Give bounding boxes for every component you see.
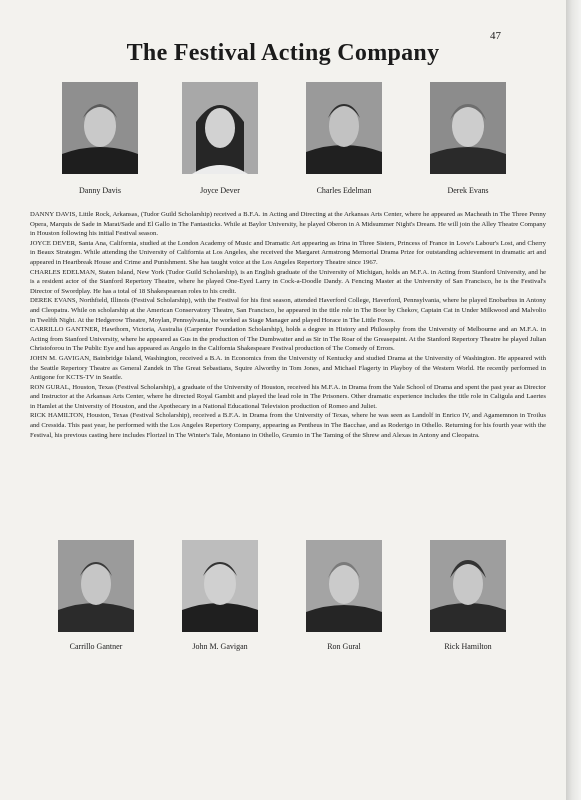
bio-text: Houston, Texas (Festival Scholarship), received a B.F.A. in Drama from the University of Texas, where he was seen as Landolf in Enrico IV, and Agamemnon in Troilus and Cressida. This past year, he performed with the Los Angeles Repertory Company, appearing as Pentheus in The Bacchae, and as Roderigo in Othello. Returning for his fourth year with the Festival, his previous casting here includes Florizel in The Winter's Tale, Montano in Othello, Grumio in The Taming of the Shrew and Alexas in Antony and Cleopatra. — [30, 412, 547, 439]
bio-text: Little Rock, Arkansas, (Tudor Guild Scholarship) received a B.F.A. in Acting and Directing at the Arkansas Arts Center, where he appeared as Macheath in The Three Penny Opera, Marquis de Sade in Marat/Sade and El Gallo in The Fantasticks. While at Baylor University, he played Oberon in A Midsummer Night's Dream. He will join the Alley Theatre Company in Houston following his initial Festival season. — [30, 211, 547, 238]
bio-text: Northfield, Illinois (Festival Scholarship), with the Festival for his first season, attended Haverford College, Haverford, Pennsylvania, where he played Enobarbus in Antony and Cleopatra. While on scholarship at the American Conservatory Theatre, San Francisco, he appeared in the title role in The Boor by Chekov, Captain Cat in Under Milkwood and Malvolio in Twelfth Night. At the Hedgerow Theatre, Moylan, Pennsylvania, he worked as Stage Manager and played Horace in The Little Foxes. — [30, 297, 546, 324]
bio-name: CARRILLO GANTNER, — [30, 326, 100, 334]
portrait-caption: Derek Evans — [447, 186, 489, 195]
portrait-photo — [306, 540, 382, 632]
portrait-caption: Charles Edelman — [316, 186, 372, 195]
page-number: 47 — [490, 30, 501, 42]
bio-entry — [30, 411, 546, 440]
portrait-caption: Ron Gural — [327, 642, 361, 651]
portrait-caption: Danny Davis — [79, 186, 121, 195]
portrait-caption: Carrillo Gantner — [69, 642, 123, 651]
bio-entry — [30, 354, 546, 383]
bio-entry — [30, 268, 546, 297]
portrait-photo — [182, 540, 258, 632]
bio-name: CHARLES EDELMAN, — [30, 268, 97, 276]
bio-text: Hawthorn, Victoria, Australia (Carpenter Foundation Scholarship), holds a degree in History and Philosophy from the University of Melbourne and an M.F.A. in Acting from Stanford University, where he appeared as Gus in the production of The Dumbwaiter and as Sir in The Roar of the Greasepaint. At the Stanford Repertory Theatre he played Julian Christoforou in The Public Eye and has appeared as Angelo in the California Shakespeare Festival production of The Comedy of Errors. — [30, 326, 547, 353]
bio-name: DANNY DAVIS, — [30, 211, 77, 218]
portrait-caption: John M. Gavigan — [192, 642, 248, 651]
portrait-caption: Joyce Dever — [200, 186, 240, 195]
bio-name: JOHN M. GAVIGAN, — [30, 354, 91, 362]
biographies — [30, 210, 546, 440]
bio-text: Houston, Texas (Festival Scholarship), a graduate of the University of Houston, received his M.F.A. in Drama from the Yale School of Drama and spent the past year as Director and Instructor at the Arkansas Arts Center, where he directed Royal Gambit and played the lead role in The Prisoners. Other dramatic experience includes the title role in Caligula and Laertes in Hamlet at the University of Houston, and the Apothecary in a National Educational Television production of Romeo and Juliet. — [30, 383, 546, 410]
portrait-photo — [430, 540, 506, 632]
bio-entry — [30, 296, 546, 325]
bio-name: RON GURAL, — [30, 383, 71, 391]
bio-entry — [30, 383, 546, 412]
bio-entry — [30, 239, 546, 268]
page-edge-shadow — [566, 0, 581, 800]
bio-name: DEREK EVANS, — [30, 297, 78, 305]
portrait-caption: Rick Hamilton — [444, 642, 492, 651]
bio-entry — [30, 210, 546, 239]
bio-text: Santa Ana, California, studied at the London Academy of Music and Dramatic Art appearing as Irina in Three Sisters, Princess of France in Love's Labour's Lost, and Cherry in Beaux Strategm. While attending the University of California at Los Angeles, she received the Margaret Armstrong Memorial Drama Prize for outstanding achievement in dramatic art and appeared in Heartbreak House and Crime and Punishment. She has taught voice at the Los Angeles Repertory Theatre since 1967. — [30, 239, 547, 266]
bio-text: Bainbridge Island, Washington, received a B.A. in Economics from the University of Kentucky and studied Drama at the University of Washington. He appeared with the Seattle Repertory Theatre as General Zandek in The Great Sebastians, Squire Alworthy in Tom Jones, and Michael Flagerty in Playboy of the Western World. He recently performed in Antigone for KCTS-TV in Seattle. — [30, 354, 546, 382]
portrait-photo — [182, 82, 258, 174]
page-title: The Festival Acting Company — [126, 40, 440, 66]
bio-name: RICK HAMILTON, — [30, 412, 85, 420]
bio-name: JOYCE DEVER, — [30, 239, 77, 247]
bio-text: Staten Island, New York (Tudor Guild Scholarship), is an English graduate of the University of Michigan, holds an M.F.A. in Acting from Stanford University, and he is a resident actor of the Stanford Repertory Theatre, where he played One-Eyed Larry in Cock-a-Doodle Dandy. A Fencing Master at the University of San Francisco, he is the Festival's Director of Swordplay. He has a total of 18 Shakespearean roles to his credit. — [30, 268, 547, 295]
portrait-photo — [62, 82, 138, 174]
portrait-photo — [306, 82, 382, 174]
bio-entry — [30, 325, 546, 354]
portrait-photo — [430, 82, 506, 174]
portrait-photo — [58, 540, 134, 632]
